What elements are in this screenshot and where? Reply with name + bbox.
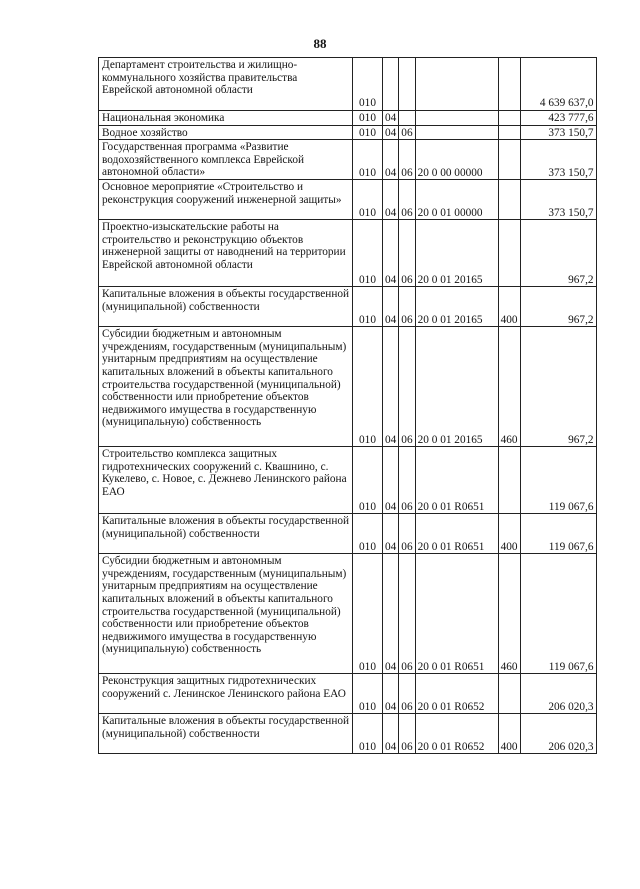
row-glava-cell: 010 — [353, 125, 383, 140]
table-row — [99, 125, 597, 140]
row-amount-cell: 206 020,3 — [520, 674, 596, 714]
row-glava-cell: 010 — [353, 111, 383, 126]
row-name-cell: Национальная экономика — [99, 111, 353, 126]
row-razdel-cell: 04 — [383, 674, 399, 714]
row-expense-type-cell: 460 — [498, 327, 520, 447]
row-expense-type-cell — [498, 140, 520, 180]
row-amount-cell: 119 067,6 — [520, 554, 596, 674]
row-target-article-cell: 20 0 01 20165 — [415, 327, 498, 447]
row-razdel-cell: 04 — [383, 514, 399, 554]
row-name-cell: Основное мероприятие «Строительство и реконструкция сооружений инженерной защиты» — [99, 180, 353, 220]
row-glava-cell: 010 — [353, 674, 383, 714]
row-amount-cell: 119 067,6 — [520, 447, 596, 514]
row-razdel-cell: 04 — [383, 287, 399, 327]
row-target-article-cell — [415, 111, 498, 126]
row-glava-cell: 010 — [353, 180, 383, 220]
row-target-article-cell: 20 0 01 R0651 — [415, 554, 498, 674]
row-glava-cell: 010 — [353, 220, 383, 287]
row-razdel-cell: 04 — [383, 125, 399, 140]
row-expense-type-cell — [498, 180, 520, 220]
row-glava-cell: 010 — [353, 514, 383, 554]
row-podrazdel-cell: 06 — [399, 447, 415, 514]
row-name-cell: Капитальные вложения в объекты государственной (муниципальной) собственности — [99, 287, 353, 327]
row-glava-cell: 010 — [353, 447, 383, 514]
row-podrazdel-cell: 06 — [399, 140, 415, 180]
row-target-article-cell: 20 0 01 00000 — [415, 180, 498, 220]
row-razdel-cell: 04 — [383, 180, 399, 220]
row-glava-cell: 010 — [353, 287, 383, 327]
row-glava-cell: 010 — [353, 554, 383, 674]
row-podrazdel-cell — [399, 58, 415, 111]
row-target-article-cell: 20 0 01 R0651 — [415, 514, 498, 554]
row-podrazdel-cell: 06 — [399, 554, 415, 674]
row-name-cell: Капитальные вложения в объекты государственной (муниципальной) собственности — [99, 714, 353, 754]
row-target-article-cell: 20 0 01 R0652 — [415, 714, 498, 754]
row-target-article-cell: 20 0 00 00000 — [415, 140, 498, 180]
table-row — [99, 714, 597, 754]
table-row — [99, 140, 597, 180]
row-expense-type-cell: 400 — [498, 714, 520, 754]
row-amount-cell: 423 777,6 — [520, 111, 596, 126]
row-razdel-cell: 04 — [383, 554, 399, 674]
row-podrazdel-cell: 06 — [399, 220, 415, 287]
page-number: 88 — [313, 36, 327, 51]
table-row — [99, 327, 597, 447]
row-amount-cell: 119 067,6 — [520, 514, 596, 554]
row-expense-type-cell — [498, 220, 520, 287]
row-expense-type-cell — [498, 674, 520, 714]
row-name-cell: Департамент строительства и жилищно-коммунального хозяйства правительства Еврейской автономной области — [99, 58, 353, 111]
table-row — [99, 514, 597, 554]
row-razdel-cell: 04 — [383, 111, 399, 126]
row-glava-cell: 010 — [353, 140, 383, 180]
row-name-cell: Реконструкция защитных гидротехнических сооружений с. Ленинское Ленинского района ЕАО — [99, 674, 353, 714]
row-name-cell: Субсидии бюджетным и автономным учреждениям, государственным (муниципальным) унитарным предприятиям на осуществление капитальных вложений в объекты капитального строительства государственной (муниципальной) собственности или приобретение объектов недвижимого имущества в государственную (муниципальную) собственность — [99, 554, 353, 674]
row-podrazdel-cell: 06 — [399, 287, 415, 327]
row-target-article-cell: 20 0 01 R0652 — [415, 674, 498, 714]
row-name-cell: Государственная программа «Развитие водохозяйственного комплекса Еврейской автономной области» — [99, 140, 353, 180]
row-podrazdel-cell: 06 — [399, 327, 415, 447]
row-amount-cell: 373 150,7 — [520, 125, 596, 140]
row-target-article-cell — [415, 58, 498, 111]
row-target-article-cell — [415, 125, 498, 140]
row-expense-type-cell: 400 — [498, 514, 520, 554]
row-amount-cell: 967,2 — [520, 220, 596, 287]
table-row — [99, 220, 597, 287]
row-expense-type-cell — [498, 58, 520, 111]
row-expense-type-cell — [498, 111, 520, 126]
row-amount-cell: 967,2 — [520, 287, 596, 327]
row-name-cell: Строительство комплекса защитных гидротехнических сооружений с. Квашнино, с. Кукелево, с. Новое, с. Дежнево Ленинского района ЕАО — [99, 447, 353, 514]
row-expense-type-cell: 400 — [498, 287, 520, 327]
row-target-article-cell: 20 0 01 R0651 — [415, 447, 498, 514]
row-podrazdel-cell: 06 — [399, 674, 415, 714]
table-row — [99, 287, 597, 327]
row-name-cell: Проектно-изыскательские работы на строительство и реконструкцию объектов инженерной защиты от наводнений на территории Еврейской автономной области — [99, 220, 353, 287]
row-name-cell: Субсидии бюджетным и автономным учреждениям, государственным (муниципальным) унитарным предприятиям на осуществление капитальных вложений в объекты капитального строительства государственной (муниципальной) собственности или приобретение объектов недвижимого имущества в государственную (муниципальную) собственность — [99, 327, 353, 447]
table-row — [99, 447, 597, 514]
row-amount-cell: 373 150,7 — [520, 140, 596, 180]
row-name-cell: Водное хозяйство — [99, 125, 353, 140]
row-expense-type-cell — [498, 447, 520, 514]
row-razdel-cell: 04 — [383, 327, 399, 447]
row-amount-cell: 206 020,3 — [520, 714, 596, 754]
row-glava-cell: 010 — [353, 714, 383, 754]
row-podrazdel-cell: 06 — [399, 514, 415, 554]
row-amount-cell: 967,2 — [520, 327, 596, 447]
row-razdel-cell: 04 — [383, 447, 399, 514]
row-name-cell: Капитальные вложения в объекты государственной (муниципальной) собственности — [99, 514, 353, 554]
row-expense-type-cell: 460 — [498, 554, 520, 674]
row-razdel-cell — [383, 58, 399, 111]
table-row — [99, 674, 597, 714]
budget-table — [98, 57, 597, 754]
row-podrazdel-cell — [399, 111, 415, 126]
row-podrazdel-cell: 06 — [399, 180, 415, 220]
row-target-article-cell: 20 0 01 20165 — [415, 220, 498, 287]
table-row — [99, 180, 597, 220]
row-podrazdel-cell: 06 — [399, 714, 415, 754]
row-glava-cell: 010 — [353, 58, 383, 111]
row-razdel-cell: 04 — [383, 714, 399, 754]
row-amount-cell: 373 150,7 — [520, 180, 596, 220]
row-expense-type-cell — [498, 125, 520, 140]
row-razdel-cell: 04 — [383, 140, 399, 180]
row-podrazdel-cell: 06 — [399, 125, 415, 140]
table-row — [99, 554, 597, 674]
row-glava-cell: 010 — [353, 327, 383, 447]
row-razdel-cell: 04 — [383, 220, 399, 287]
table-row — [99, 111, 597, 126]
row-amount-cell: 4 639 637,0 — [520, 58, 596, 111]
table-row — [99, 58, 597, 111]
row-target-article-cell: 20 0 01 20165 — [415, 287, 498, 327]
